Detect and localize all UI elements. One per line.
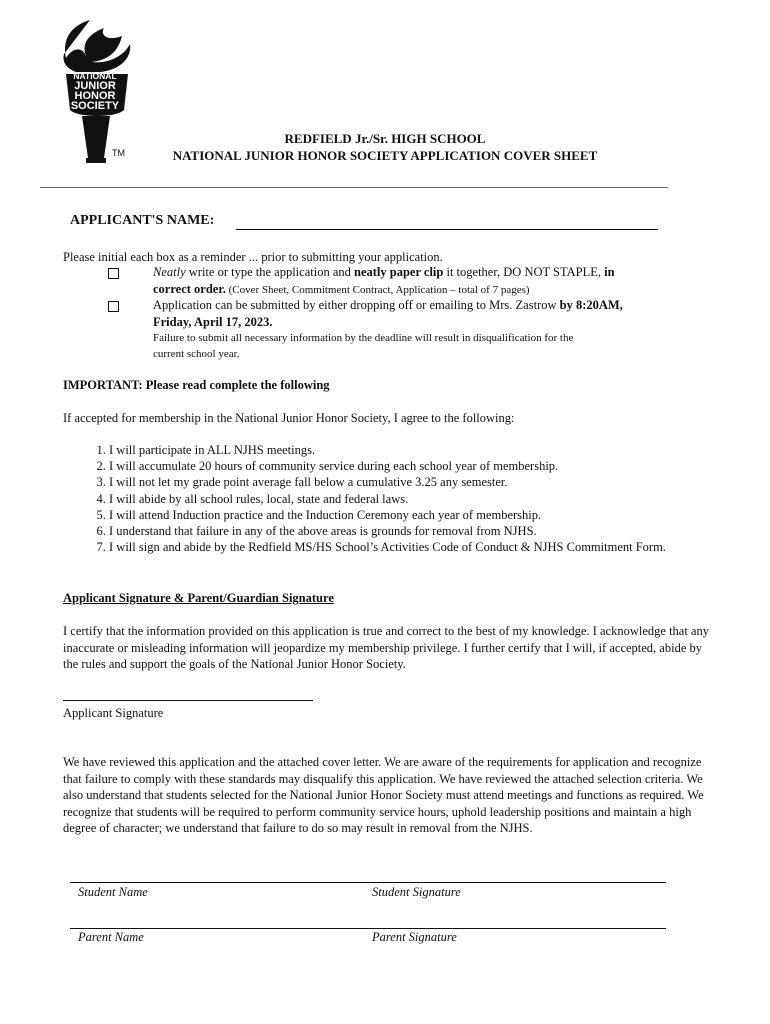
checkbox-submit[interactable] xyxy=(108,301,119,312)
certify-paragraph: I certify that the information provided on this application is true and correct to the best of my knowledge. I acknowledge that any inaccurate or misleading information will jeopardize my membership privilege. I further certify that I will, if accepted, abide by the rules and support the goals of the National Junior Honor Society. xyxy=(63,624,709,671)
list-item: 5. I will attend Induction practice and the Induction Ceremony each year of membership. xyxy=(109,507,713,523)
list-item: 2. I will accumulate 20 hours of community service during each school year of membership. xyxy=(109,458,713,474)
student-signature-label: Student Signature xyxy=(372,885,461,899)
list-item: 1. I will participate in ALL NJHS meetings. xyxy=(109,442,713,458)
page-title: NATIONAL JUNIOR HONOR SOCIETY APPLICATION COVER SHEET xyxy=(172,148,598,163)
applicant-signature-field[interactable] xyxy=(63,700,313,701)
list-item: 3. I will not let my grade point average fall below a cumulative 3.25 any semester. xyxy=(109,474,713,490)
applicant-name-field[interactable] xyxy=(236,229,658,230)
reminder-intro: Please initial each box as a reminder ... prior to submitting your application. xyxy=(63,250,443,264)
reminder-item-1: Neatly write or type the application and neatly paper clip it together, DO NOT STAPLE, in correct order. (Cover Sheet, Commitment Contract, Application – total of 7 pages) xyxy=(153,265,615,296)
list-item: 7. I will sign and abide by the Redfield MS/HS School’s Activities Code of Conduct & NJHS Commitment Form. xyxy=(109,539,713,555)
parent-signature-label: Parent Signature xyxy=(372,930,457,944)
parent-signature-line[interactable] xyxy=(70,928,666,929)
logo-text: NATIONAL JUNIOR HONOR SOCIETY xyxy=(70,71,120,112)
trademark-mark: TM xyxy=(112,148,125,158)
signature-heading: Applicant Signature & Parent/Guardian Signature xyxy=(63,591,334,605)
school-name: REDFIELD Jr./Sr. HIGH SCHOOL xyxy=(284,131,486,146)
applicant-name-label: APPLICANT'S NAME: xyxy=(70,213,215,228)
parent-name-label: Parent Name xyxy=(78,930,144,944)
header-divider xyxy=(40,187,668,188)
important-heading: IMPORTANT: Please read complete the following xyxy=(63,378,330,392)
list-item: 6. I understand that failure in any of the above areas is grounds for removal from NJHS. xyxy=(109,523,713,539)
checkbox-neatly[interactable] xyxy=(108,268,119,279)
review-paragraph: We have reviewed this application and the attached cover letter. We are aware of the requirements for application and recognize that failure to comply with these standards may disqualify this application. We have reviewed the attached selection criteria. We also understand that students selected for the National Junior Honor Society must attend meetings and functions as required. We recognize that students will be required to perform community service hours, uphold leadership positions and maintain a high degree of character; we understand that failure to do so may result in removal from the NJHS. xyxy=(63,755,704,835)
reminder-item-2: Application can be submitted by either dropping off or emailing to Mrs. Zastrow by 8:20AM, Friday, April 17, 2023. Failure to submit all necessary information by the deadline will result in disqualification for the current school year. xyxy=(153,298,623,360)
commitment-list xyxy=(63,442,713,555)
important-intro: If accepted for membership in the National Junior Honor Society, I agree to the following: xyxy=(63,411,515,425)
list-item: 4. I will abide by all school rules, local, state and federal laws. xyxy=(109,491,713,507)
applicant-signature-label: Applicant Signature xyxy=(63,706,164,720)
student-name-label: Student Name xyxy=(78,885,148,899)
student-signature-line[interactable] xyxy=(70,882,666,883)
